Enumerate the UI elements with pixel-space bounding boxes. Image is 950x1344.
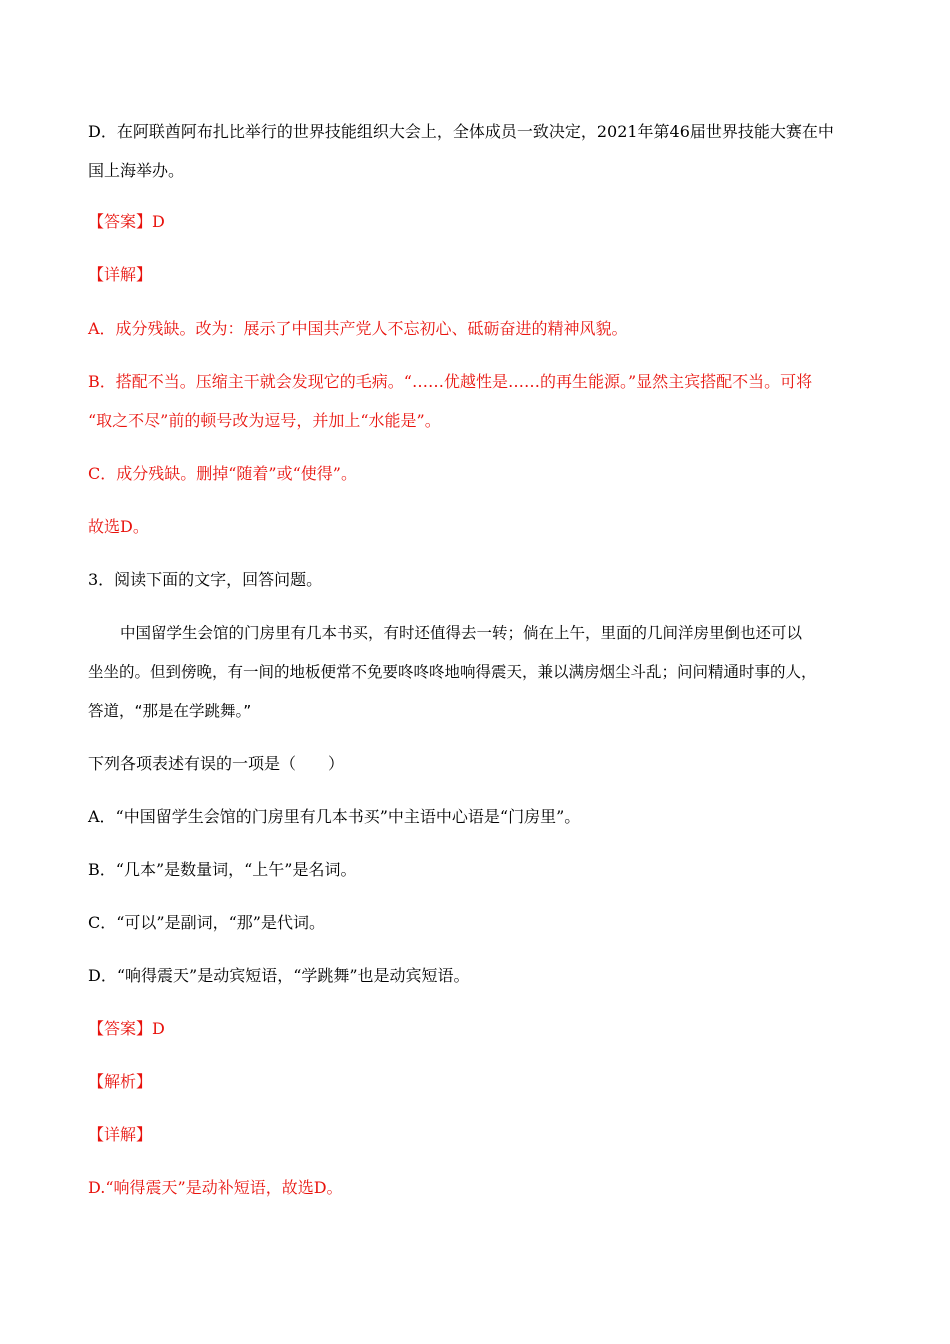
option-b: B．“几本”是数量词，“上午”是名词。 bbox=[88, 860, 357, 879]
option-a: A．“中国留学生会馆的门房里有几本书买”中主语中心语是“门房里”。 bbox=[88, 807, 581, 826]
analysis-label: 【解析】 bbox=[88, 1072, 153, 1091]
question-3-prompt: 3．阅读下面的文字，回答问题。 bbox=[88, 570, 323, 589]
passage-line-2: 坐坐的。但到傍晚，有一间的地板便常不免要咚咚咚地响得震天，兼以满房烟尘斗乱；问问精通时事的人， bbox=[88, 663, 817, 681]
explanation-d: D.“响得震天”是动补短语，故选D。 bbox=[88, 1178, 343, 1197]
explanation-b-line-2: “取之不尽”前的顿号改为逗号，并加上“水能是”。 bbox=[88, 411, 441, 430]
option-d: D．“响得震天”是动宾短语，“学跳舞”也是动宾短语。 bbox=[88, 966, 470, 985]
passage-line-3: 答道，“那是在学跳舞。” bbox=[88, 702, 252, 720]
conclusion: 故选D。 bbox=[88, 517, 149, 536]
explanation-c: C．成分残缺。删掉“随着”或“使得”。 bbox=[88, 464, 357, 483]
explanation-label: 【详解】 bbox=[88, 265, 153, 284]
option-c: C．“可以”是副词，“那”是代词。 bbox=[88, 913, 325, 932]
answer-label-2: 【答案】D bbox=[88, 1019, 165, 1038]
option-d-text-line-1: D．在阿联酋阿布扎比举行的世界技能组织大会上，全体成员一致决定，2021年第46届世界技能大赛在中 bbox=[88, 122, 834, 141]
answer-label: 【答案】D bbox=[88, 212, 165, 231]
question-stem: 下列各项表述有误的一项是（ ） bbox=[88, 754, 345, 773]
explanation-b-line-1: B．搭配不当。压缩主干就会发现它的毛病。“……优越性是……的再生能源。”显然主宾搭配不当。可将 bbox=[88, 372, 813, 391]
explanation-label-2: 【详解】 bbox=[88, 1125, 153, 1144]
passage-line-1: 中国留学生会馆的门房里有几本书买，有时还值得去一转；倘在上午，里面的几间洋房里倒也还可以 bbox=[120, 624, 803, 642]
option-d-text-line-2: 国上海举办。 bbox=[88, 161, 185, 180]
explanation-a: A．成分残缺。改为：展示了中国共产党人不忘初心、砥砺奋进的精神风貌。 bbox=[88, 319, 628, 338]
